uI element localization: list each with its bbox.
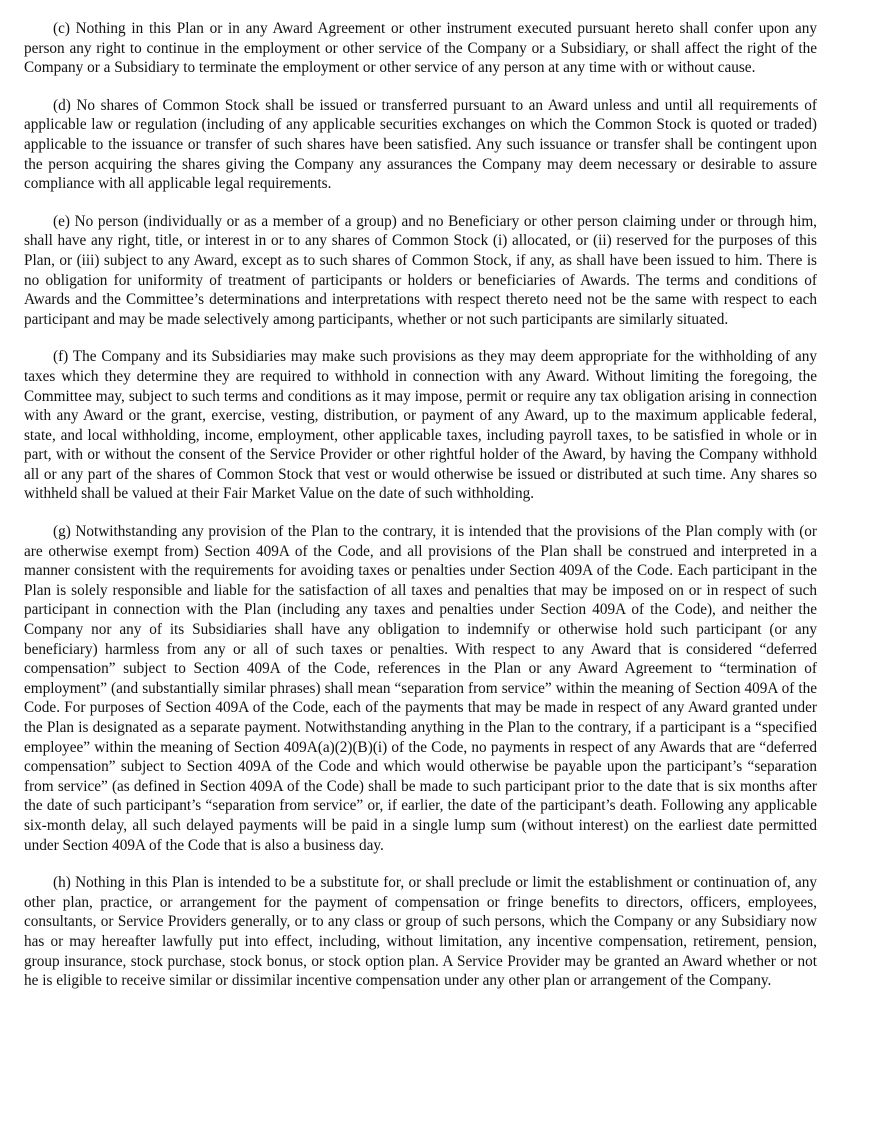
document-page xyxy=(24,19,817,991)
paragraph-c: (c) Nothing in this Plan or in any Award Agreement or other instrument executed pursuant hereto shall confer upon any person any right to continue in the employment or other service of the Company or a Subsidiary, or shall affect the right of the Company or a Subsidiary to terminate the employment or other service of any person at any time with or without cause. xyxy=(24,20,817,77)
paragraph-h: (h) Nothing in this Plan is intended to be a substitute for, or shall preclude or limit the establishment or continuation of, any other plan, practice, or arrangement for the payment of compensation or fringe benefits to directors, officers, employees, consultants, or Service Providers generally, or to any class or group of such persons, which the Company or any Subsidiary now has or may hereafter lawfully put into effect, including, without limitation, any incentive compensation, retirement, pension, group insurance, stock purchase, stock bonus, or stock option plan. A Service Provider may be granted an Award whether or not he is eligible to receive similar or dissimilar incentive compensation under any other plan or arrangement of the Company. xyxy=(24,874,817,990)
paragraph-e: (e) No person (individually or as a member of a group) and no Beneficiary or other person claiming under or through him, shall have any right, title, or interest in or to any shares of Common Stock (i) allocated, or (ii) reserved for the purposes of this Plan, or (iii) subject to any Award, except as to such shares of Common Stock, if any, as shall have been issued to him. There is no obligation for uniformity of treatment of participants or holders or beneficiaries of Awards. The terms and conditions of Awards and the Committee’s determinations and interpretations with respect thereto need not be the same with respect to each participant and may be made selectively among participants, whether or not such participants are similarly situated. xyxy=(24,212,817,328)
paragraph-f: (f) The Company and its Subsidiaries may make such provisions as they may deem appropriate for the withholding of any taxes which they determine they are required to withhold in connection with any Award. Without limiting the foregoing, the Committee may, subject to such terms and conditions as it may impose, permit or require any tax obligation arising in connection with any Award or the grant, exercise, vesting, distribution, or payment of any Award, up to the maximum applicable federal, state, and local withholding, income, employment, other applicable taxes, including payroll taxes, to be satisfied in whole or in part, with or without the consent of the Service Provider or other rightful holder of the Award, by having the Company withhold all or any part of the shares of Common Stock that vest or would otherwise be issued or distributed at such time. Any shares so withheld shall be valued at their Fair Market Value on the date of such withholding. xyxy=(24,348,817,503)
paragraph-d: (d) No shares of Common Stock shall be issued or transferred pursuant to an Award unless and until all requirements of applicable law or regulation (including of any applicable securities exchanges on which the Common Stock is quoted or traded) applicable to the issuance or transfer of such shares have been satisfied. Any such issuance or transfer shall be contingent upon the person acquiring the shares giving the Company any assurances the Company may deem necessary or desirable to assure compliance with all applicable legal requirements. xyxy=(24,96,817,193)
paragraph-g: (g) Notwithstanding any provision of the Plan to the contrary, it is intended that the provisions of the Plan comply with (or are otherwise exempt from) Section 409A of the Code, and all provisions of the Plan shall be construed and interpreted in a manner consistent with the requirements for avoiding taxes or penalties under Section 409A of the Code. Each participant in the Plan is solely responsible and liable for the satisfaction of all taxes and penalties that may be imposed on or in respect of such participant in connection with the Plan (including any taxes and penalties under Section 409A of the Code), and neither the Company nor any of its Subsidiaries shall have any obligation to indemnify or otherwise hold such participant (or any beneficiary) harmless from any or all of such taxes or penalties. With respect to any Award that is considered “deferred compensation” subject to Section 409A of the Code, references in the Plan or any Award Agreement to “termination of employment” (and substantially similar phrases) shall mean “separation from service” within the meaning of Section 409A of the Code. For purposes of Section 409A of the Code, each of the payments that may be made in respect of any Award granted under the Plan is designated as a separate payment. Notwithstanding anything in the Plan to the contrary, if a participant is a “specified employee” within the meaning of Section 409A(a)(2)(B)(i) of the Code, no payments in respect of any Awards that are “deferred compensation” subject to Section 409A of the Code and which would otherwise be payable upon the participant’s “separation from service” (as defined in Section 409A of the Code) shall be made to such participant prior to the date that is six months after the date of such participant’s “separation from service” or, if earlier, the date of the participant’s death. Following any applicable six-month delay, all such delayed payments will be paid in a single lump sum (without interest) on the earliest date permitted under Section 409A of the Code that is also a business day. xyxy=(24,523,817,854)
